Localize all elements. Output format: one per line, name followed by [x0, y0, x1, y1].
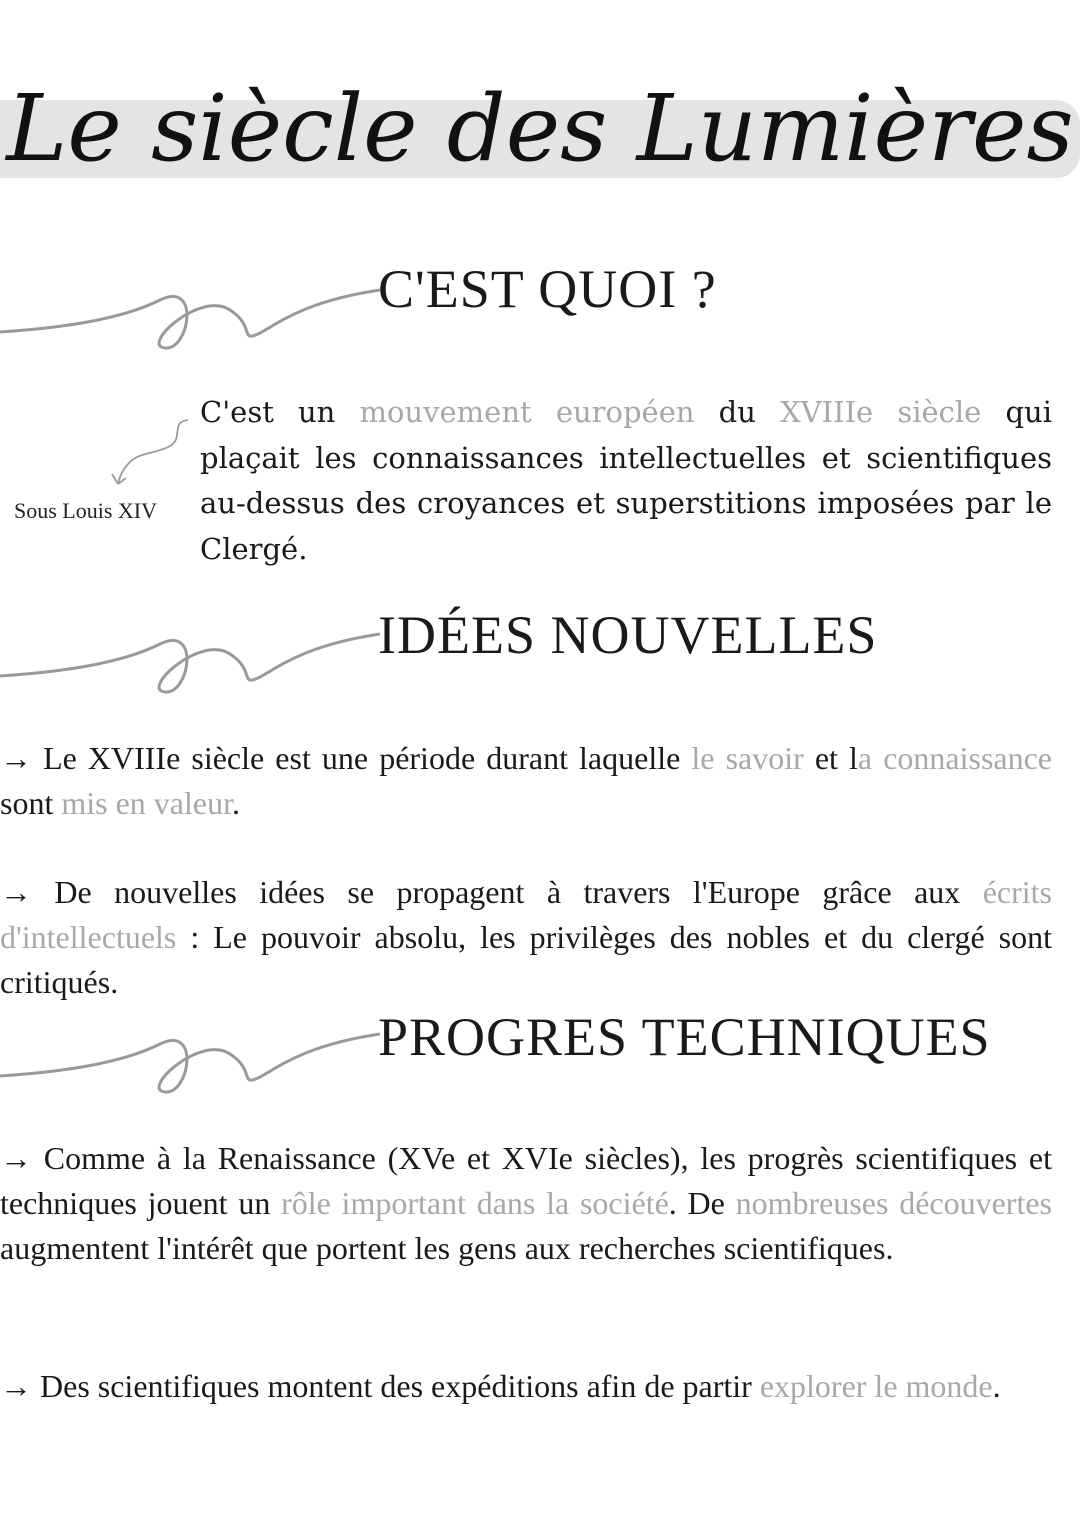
body-text: → Des scientifiques montent des expéditions afin de partir	[0, 1368, 760, 1404]
body-text: : Le pouvoir absolu, les privilèges des nobles et du clergé sont critiqués.	[0, 919, 1052, 1000]
section-heading-progres-techniques: PROGRES TECHNIQUES	[378, 1007, 991, 1067]
body-text: C'est un	[200, 395, 360, 429]
side-note: Sous Louis XIV	[14, 498, 158, 523]
paragraph-idees	[0, 870, 1052, 1005]
page-title	[0, 0, 1080, 200]
highlighted-text: le savoir	[691, 740, 804, 776]
body-text: qui plaçait les connaissances intellectuelles et scientifiques au-dessus des croyances et superstitions imposées par le Clergé.	[200, 395, 1052, 566]
body-text: .	[992, 1368, 1001, 1404]
highlighted-text: a connaissance	[857, 740, 1053, 776]
body-text: → Comme à la Renaissance (XVe et XVIe siècles), les progrès scientifiques et techniques jouent un	[0, 1140, 1052, 1221]
paragraph-savoir	[0, 736, 1052, 826]
body-text: . De	[668, 1185, 736, 1221]
page-title-text: Le siècle des Lumières	[6, 75, 1074, 182]
highlighted-text: écrits d'intellectuels	[0, 874, 1052, 955]
decorative-swash-icon	[0, 270, 380, 360]
body-text: .	[231, 785, 240, 821]
decorative-swash-icon	[0, 614, 380, 704]
body-text: du	[694, 395, 781, 429]
body-text: augmentent l'intérêt que portent les gens aux recherches scientifiques.	[0, 1230, 894, 1266]
section-heading-idees-nouvelles: IDÉES NOUVELLES	[378, 605, 878, 665]
highlighted-text: nombreuses découvertes	[735, 1185, 1053, 1221]
paragraph-expeditions	[0, 1364, 1052, 1409]
body-text: et l	[803, 740, 858, 776]
highlighted-text: XVIIIe siècle	[780, 395, 982, 429]
highlighted-text: mis en valeur	[61, 785, 232, 821]
section-heading-cest-quoi: C'EST QUOI ?	[378, 259, 717, 319]
paragraph-definition	[200, 390, 1052, 572]
highlighted-text: explorer le monde	[759, 1368, 993, 1404]
decorative-swash-icon	[0, 1014, 380, 1104]
highlighted-text: rôle important dans la société	[281, 1185, 669, 1221]
body-text: → De nouvelles idées se propagent à travers l'Europe grâce aux	[0, 874, 983, 910]
body-text: sont	[0, 785, 62, 821]
paragraph-progres	[0, 1136, 1052, 1271]
body-text: → Le XVIIIe siècle est une période durant laquelle	[0, 740, 692, 776]
curved-arrow-icon	[100, 412, 200, 492]
highlighted-text: mouvement européen	[359, 395, 695, 429]
